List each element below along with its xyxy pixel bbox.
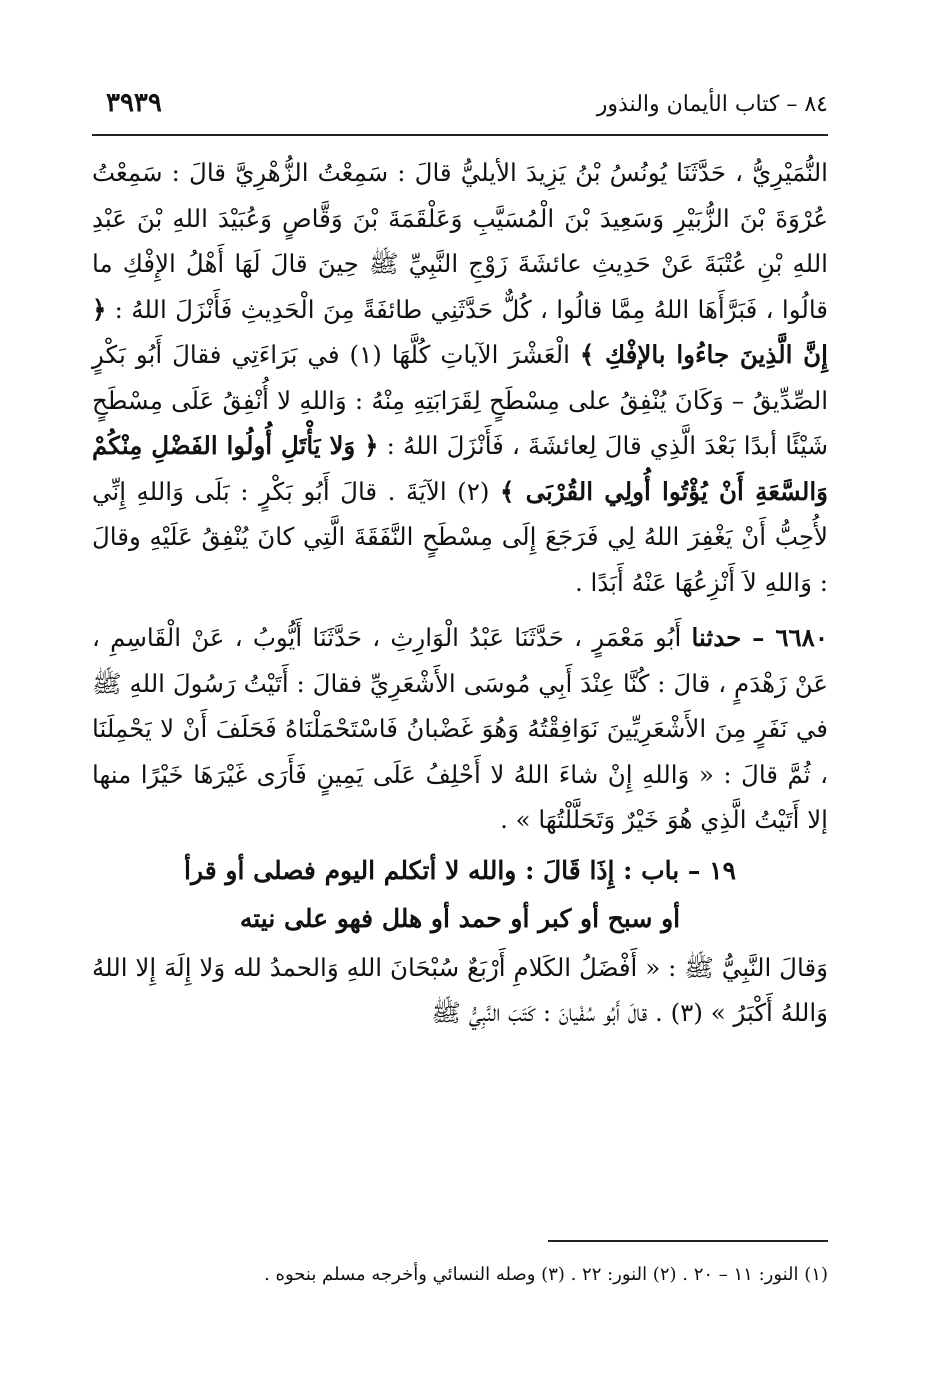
paragraph-hadith-6680 (92, 615, 828, 843)
body-text (92, 150, 828, 1036)
hadith-number: ٦٦٨٠ – حدثنا (691, 623, 828, 652)
paragraph-text: أَبُو مَعْمَرٍ ، حَدَّثَنَا عَبْدُ الْوَارِثِ ، حَدَّثَنَا أَيُّوبُ ، عَنْ الْقَاسِمِ ، عَنْ زَهْدَمٍ ، قالَ : كُنَّا عِنْدَ أَبِي مُوسَى الأَشْعَرِيِّ فقالَ : أَتَيْتُ رَسُولَ اللهِ ﷺ في نَفَرٍ مِنَ الأَشْعَرِيِّينَ نَوَافِقْتُهُ وَهُوَ غَضْبانُ فَاسْتَحْمَلْنَاهُ فَحَلَفَ أَنْ لا يَحْمِلَنَا ، ثُمَّ قالَ : « وَاللهِ إِنْ شاءَ اللهُ لا أَحْلِفُ عَلَى يَمِينٍ فَأَرَى غَيْرَهَا خَيْرًا منها إلا أَتَيْتُ الَّذِي هُوَ خَيْرٌ وَتَحَلَّلْتُهَا » . (92, 623, 828, 834)
chapter-heading (92, 847, 828, 943)
paragraph-text: النُّمَيْرِيُّ ، حَدَّثَنَا يُونُسُ بْنُ يَزِيدَ الأيليُّ قالَ : سَمِعْتُ الزُّهْرِيَّ قالَ : سَمِعْتُ عُرْوَةَ بْنَ الزُّبَيْرِ وَسَعِيدَ بْنَ الْمُسَيَّبِ وَعَلْقَمَةَ بْنَ وَقَّاصٍ وَعُبَيْدَ اللهِ بْنَ عَبْدِ اللهِ بْنِ عُتْبَةَ عَنْ حَدِيثِ عائشَةَ زَوْجِ النَّبِيِّ ﷺ حِينَ قالَ لَهَا أَهْلُ الإِفْكِ ما قالُوا ، فَبَرَّأَهَا اللهُ مِمَّا قالُوا ، كُلٌّ حَدَّثَنِي طائفَةً مِنَ الْحَدِيثِ فَأَنْزَلَ اللهُ : (92, 158, 828, 324)
chapter-heading-line: ١٩ – باب : إِذَا قَالَ : والله لا أتكلم اليوم فصلى أو قرأ (184, 855, 736, 885)
paragraph-hadith-continuation (92, 150, 828, 605)
running-title: ٨٤ – كتاب الأيمان والنذور (596, 92, 828, 117)
quran-quote: ﴿ إِنَّ الَّذِينَ جاءُوا بالإفْكِ ﴾ (92, 294, 828, 369)
page-number: ٣٩٣٩ (106, 88, 162, 118)
paragraph-text: الْعَشْرَ الآياتِ كُلَّهَا (١) في بَرَاءَتِي فقالَ أَبُو بَكْرٍ الصِّدِّيقُ – وَكَانَ يُنْفِقُ على مِسْطَحٍ لِقَرَابَتِهِ مِنْهُ : وَاللهِ لا أُنْفِقُ عَلَى مِسْطَحٍ شَيْئًا أبدًا بَعْدَ الَّذِي قالَ لِعائشَةَ ، فَأَنْزَلَ اللهُ : (92, 340, 829, 460)
header-rule (92, 134, 828, 136)
footnote-rule (548, 1240, 828, 1242)
chapter-heading-line: أو سبح أو كبر أو حمد أو هلل فهو على نيته (239, 903, 681, 933)
page-header (92, 88, 828, 128)
quran-quote: ﴿ وَلا يَأْتَلِ أُولُوا الفَضْلِ مِنْكُمْ وَالسَّعَةِ أَنْ يُؤْتُوا أُولِي القُرْبَى ﴾ (92, 431, 828, 506)
footnotes: (١) النور: ١١ – ٢٠ . (٢) النور: ٢٢ . (٣) وصله النسائي وأخرجه مسلم بنحوه . (264, 1264, 828, 1285)
paragraph-chapter-text: وَقالَ النَّبِيُّ ﷺ : « أَفْضَلُ الكَلامِ أَرْبَعٌ سُبْحَانَ اللهِ وَالحمدُ لله وَلا إِلَهَ إِلا اللهُ وَاللهُ أَكْبَرُ » (٣) . قالَ أَبُو سُفْيانَ : كَتَبَ النَّبِيُّ ﷺ (92, 952, 828, 1027)
paragraph-text: (٢) الآيَةَ . قالَ أَبُو بَكْرٍ : بَلَى وَاللهِ إِنِّي لأُحِبُّ أَنْ يَغْفِرَ اللهُ لِي فَرَجَعَ إِلَى مِسْطَحٍ النَّفَقَةَ الَّتِي كانَ يُنْفِقُ عَلَيْهِ وقالَ : وَاللهِ لاَ أَنْزِعُهَا عَنْهُ أَبَدًا . (92, 476, 828, 597)
